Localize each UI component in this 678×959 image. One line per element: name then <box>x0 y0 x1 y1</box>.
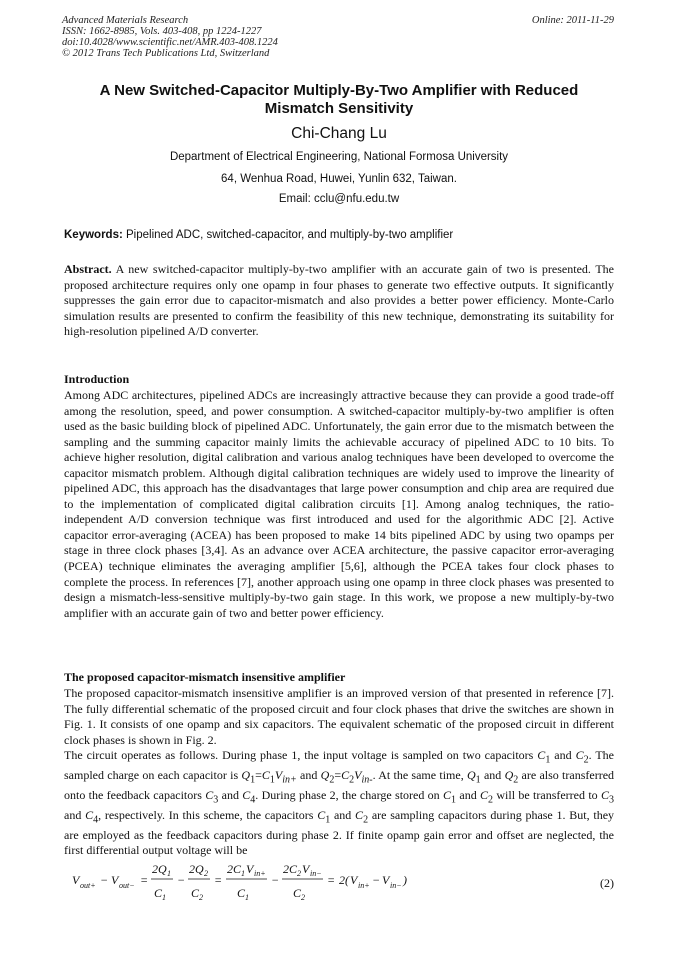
email: Email: cclu@nfu.edu.tw <box>278 193 400 205</box>
svg-text:2: 2 <box>152 862 158 876</box>
svg-text:1: 1 <box>241 869 245 878</box>
svg-text:in−: in− <box>390 881 402 890</box>
address: 64, Wenhua Road, Huwei, Yunlin 632, Taiwan. <box>221 173 457 185</box>
svg-text:2: 2 <box>301 893 305 902</box>
svg-text:−: − <box>177 873 186 887</box>
keywords-label: Keywords: <box>64 229 123 241</box>
svg-text:C: C <box>191 886 200 900</box>
author-name: Chi-Chang Lu <box>291 125 387 142</box>
svg-text:Q: Q <box>195 862 204 876</box>
svg-text:1: 1 <box>162 893 166 902</box>
introduction-paragraph: Among ADC architectures, pipelined ADCs are increasingly attractive because they can provide a good trade-off among the resolution, speed, and power consumption. A switched-capacitor multiply-by-two amplifier is often used as the basic building block of pipelined ADC. Unfortunately, the gain error due to the mismatch between the sampling and the summing capacitor mainly limits the achievable accuracy of pipelined ADC to 10 bits. To achieve higher resolution, digital calibration and various analog techniques have been developed to overcome the capacitor mismatch problem. Although digital calibration techniques are widely used to improve the linearity of pipelined ADC, this approach has the disadvantages that large power consumption and chip area are required due to the implementation of complicated digital calibration circuits [1]. Among analog techniques, the ratio-independent A/D conversion technique was first introduced and used for the algorithmic ADC [2]. Active capacitor error-averaging (ACEA) has been proposed to make 14 bits pipelined ADC by using two opamps per stage in three clock phases [3,4]. As an advance over ACEA architecture, the passive capacitor error-averaging (PCEA) technique eliminates the averaging amplifier [5,6], although the PCEA takes four clock phases to complete the process. In references [7], another approach using one opamp in three clock phases was presented to design a mismatch-less-sensitive multiply-by-two gain stage. In this work, we propose a new multiply-by-two amplifier with an accurate gain of two and better power efficiency. <box>64 388 614 620</box>
journal-header <box>62 15 278 59</box>
svg-text:in−: in− <box>310 869 322 878</box>
svg-text:2: 2 <box>297 869 301 878</box>
svg-text:out+: out+ <box>80 881 96 890</box>
svg-text:V: V <box>382 873 390 887</box>
svg-text:2: 2 <box>189 862 195 876</box>
abstract <box>64 262 614 340</box>
operation-paragraph: The circuit operates as follows. During phase 1, the input voltage is sampled on two capacitors $C_1$ and $C_2$. The sampled charge on each capacitor is $Q_1=C_1V_{in+}$ and $Q_2=C_2V_{in-}$. At the same time, $Q_1$ and $Q_2$ are also transferred onto the feedback capacitors $C_3$ and $C_4$. During phase 2, the charge stored on $C_1$ and $C_2$ will be transferred to $C_3$ and $C_4$, respectively. In this scheme, the capacitors $C_1$ and $C_2$ are sampling capacitors during phase 1. But, they are employed as the feedback capacitors during phase 2. If finite opamp gain error and offset are neglected, the first differential output voltage will be <box>64 748 615 858</box>
svg-text:−: − <box>372 873 381 887</box>
svg-text:): ) <box>403 873 407 887</box>
svg-text:V: V <box>246 862 254 876</box>
journal-name: Advanced Materials Research <box>62 15 189 26</box>
online-date: Online: 2011-11-29 <box>531 15 614 26</box>
keywords <box>64 228 453 243</box>
svg-text:2: 2 <box>204 869 208 878</box>
svg-text:V: V <box>350 873 358 887</box>
svg-text:out−: out− <box>119 881 135 890</box>
abstract-text: A new switched-capacitor multiply-by-two amplifier with an accurate gain of two is presented. The proposed architecture requires only one opamp in four phases to generate two effective outputs. It significantly suppresses the gain error due to capacitor-mismatch and also provides a better power efficiency. Monte-Carlo simulation results are presented to confirm the feasibility of this new technique, demonstrating its suitability for high-resolution pipelined A/D converter. <box>64 262 614 339</box>
svg-text:C: C <box>293 886 302 900</box>
svg-text:C: C <box>289 862 298 876</box>
svg-text:−: − <box>100 873 109 887</box>
equation-2 <box>72 860 618 906</box>
svg-text:=: = <box>140 873 149 887</box>
svg-text:in+: in+ <box>358 881 370 890</box>
equation-number: (2) <box>600 876 614 890</box>
svg-text:V: V <box>302 862 310 876</box>
svg-text:V: V <box>111 873 119 887</box>
issn-line: ISSN: 1662-8985, Vols. 403-408, pp 1224-1227 <box>62 26 262 37</box>
svg-text:V: V <box>72 873 80 887</box>
svg-text:in+: in+ <box>254 869 266 878</box>
copyright-line: © 2012 Trans Tech Publications Ltd, Switzerland <box>62 48 270 59</box>
svg-text:2: 2 <box>227 862 233 876</box>
svg-text:C: C <box>237 886 246 900</box>
introduction-heading: Introduction <box>64 372 130 386</box>
svg-text:=: = <box>214 873 223 887</box>
svg-text:1: 1 <box>245 893 249 902</box>
svg-text:2(: 2( <box>339 873 349 887</box>
svg-text:Q: Q <box>158 862 167 876</box>
keywords-text: Pipelined ADC, switched-capacitor, and multiply-by-two amplifier <box>122 229 454 241</box>
proposed-heading: The proposed capacitor-mismatch insensitive amplifier <box>64 670 346 684</box>
proposed-paragraph: The proposed capacitor-mismatch insensitive amplifier is an improved version of that presented in reference [7]. The fully differential schematic of the proposed circuit and four clock phases that drive the switches are shown in Fig. 1. It consists of one opamp and six capacitors. The equivalent schematic of the proposed circuit in different clock phases is shown in Fig. 2. <box>64 686 614 747</box>
title-line-2: Mismatch Sensitivity <box>264 100 414 117</box>
svg-text:−: − <box>271 873 280 887</box>
svg-text:C: C <box>154 886 163 900</box>
affiliation: Department of Electrical Engineering, National Formosa University <box>169 151 509 163</box>
svg-text:C: C <box>233 862 242 876</box>
svg-text:2: 2 <box>283 862 289 876</box>
svg-text:=: = <box>327 873 336 887</box>
abstract-label: Abstract. <box>64 262 112 276</box>
svg-text:2: 2 <box>199 893 203 902</box>
paper-title <box>60 82 618 118</box>
svg-text:1: 1 <box>167 869 171 878</box>
title-line-1: A New Switched-Capacitor Multiply-By-Two Amplifier with Reduced <box>99 82 579 99</box>
doi-line: doi:10.4028/www.scientific.net/AMR.403-408.1224 <box>62 37 278 48</box>
